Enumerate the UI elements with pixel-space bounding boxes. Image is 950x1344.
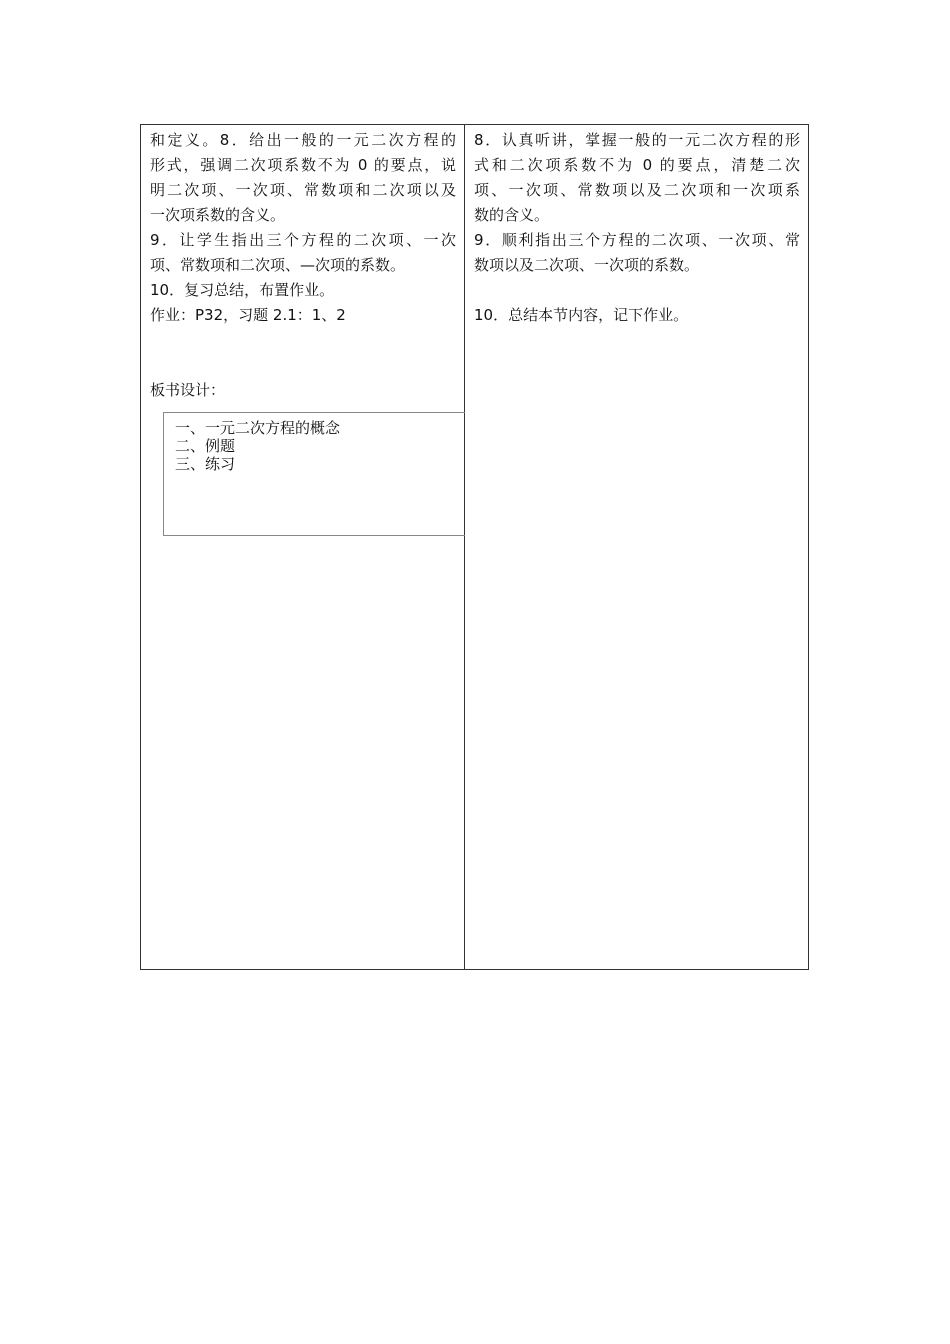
left-line-8: 作业：P32，习题 2.1：1、2 bbox=[150, 306, 346, 324]
board-design-box bbox=[163, 412, 465, 536]
right-line-3: 项、一次项、常数项以及二次项和一次项系 bbox=[474, 181, 800, 199]
board-item-2: 二、例题 bbox=[175, 437, 236, 455]
spacer bbox=[474, 278, 800, 303]
right-line-7: 10．总结本节内容，记下作业。 bbox=[474, 306, 689, 324]
board-item-3: 三、练习 bbox=[175, 455, 236, 473]
right-line-4: 数的含义。 bbox=[474, 206, 550, 224]
spacer bbox=[150, 328, 456, 378]
right-line-6: 数项以及二次项、一次项的系数。 bbox=[474, 256, 700, 274]
left-line-3: 明二次项、一次项、常数项和二次项以及 bbox=[150, 181, 456, 199]
lesson-table bbox=[140, 124, 809, 970]
right-line-5: 9．顺利指出三个方程的二次项、一次项、常 bbox=[474, 231, 800, 249]
board-item-1: 一、一元二次方程的概念 bbox=[175, 419, 341, 437]
left-line-2: 形式，强调二次项系数不为 0 的要点，说 bbox=[150, 156, 456, 174]
left-line-1: 和定义。8．给出一般的一元二次方程的 bbox=[150, 131, 456, 149]
right-line-2: 式和二次项系数不为 0 的要点，清楚二次 bbox=[474, 156, 800, 174]
left-line-4: 一次项系数的含义。 bbox=[150, 206, 286, 224]
student-activity-column bbox=[465, 125, 808, 969]
left-line-7: 10．复习总结，布置作业。 bbox=[150, 281, 335, 299]
teacher-activity-column bbox=[141, 125, 465, 969]
board-design-title: 板书设计： bbox=[150, 381, 226, 399]
left-line-5: 9．让学生指出三个方程的二次项、一次 bbox=[150, 231, 456, 249]
left-line-6: 项、常数项和二次项、—次项的系数。 bbox=[150, 256, 406, 274]
right-line-1: 8．认真听讲，掌握一般的一元二次方程的形 bbox=[474, 131, 800, 149]
